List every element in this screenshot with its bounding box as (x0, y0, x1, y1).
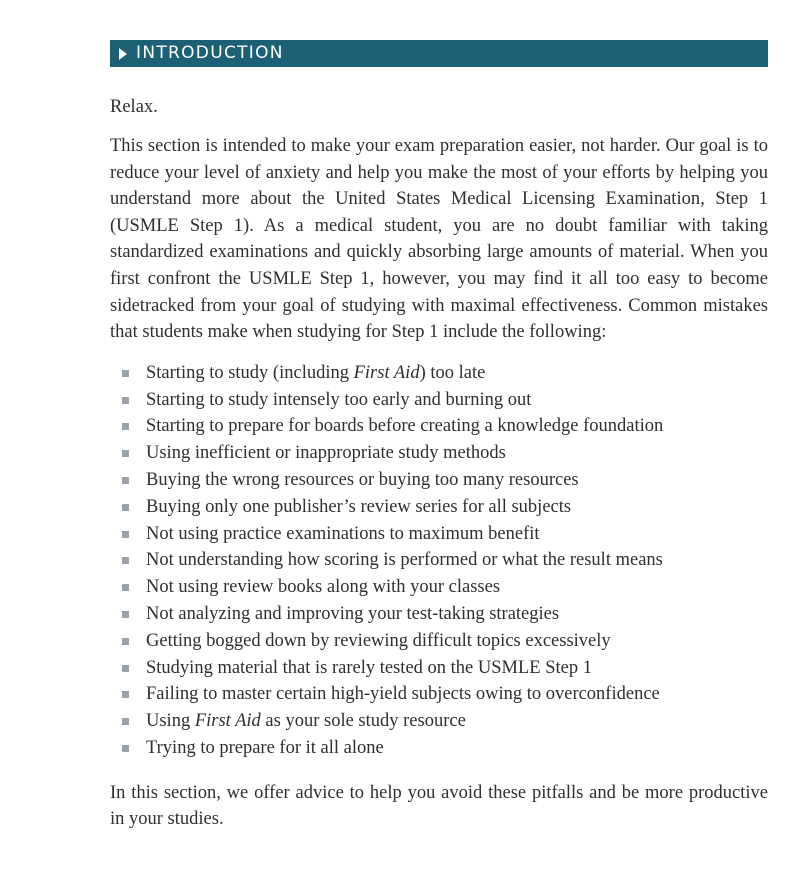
square-bullet-icon (122, 504, 129, 511)
square-bullet-icon (122, 665, 129, 672)
list-item (110, 360, 768, 387)
page (110, 40, 768, 833)
list-item (110, 440, 768, 467)
relax-text: Relax. (110, 97, 158, 117)
list-item (110, 735, 768, 762)
list-item-text: Trying to prepare for it all alone (146, 737, 384, 758)
list-item-text: Starting to prepare for boards before creating a knowledge foundation (146, 416, 664, 437)
list-item-text: Using inefficient or inappropriate study methods (146, 443, 506, 464)
list-item (110, 601, 768, 628)
square-bullet-icon (122, 557, 129, 564)
square-bullet-icon (122, 397, 129, 404)
list-item (110, 628, 768, 655)
list-item-text: Not analyzing and improving your test-taking strategies (146, 603, 560, 624)
list-item-text: Using (146, 711, 195, 732)
list-item-text-after: as your sole study resource (260, 711, 466, 732)
list-item (110, 494, 768, 521)
square-bullet-icon (122, 611, 129, 618)
list-item-text: Getting bogged down by reviewing difficult topics excessively (146, 630, 611, 651)
list-item (110, 521, 768, 548)
square-bullet-icon (122, 745, 129, 752)
list-item-text-after: ) too late (419, 362, 486, 383)
list-item-text: Starting to study intensely too early and burning out (146, 389, 532, 410)
closing-paragraph: In this section, we offer advice to help you avoid these pitfalls and be more productive in your studies. (110, 782, 768, 830)
list-item-italic-text: First Aid (194, 711, 261, 732)
list-item (110, 655, 768, 682)
list-item-text: Not using review books along with your classes (146, 577, 501, 598)
square-bullet-icon (122, 638, 129, 645)
list-item (110, 547, 768, 574)
list-item-text: Buying only one publisher’s review series for all subjects (146, 496, 572, 517)
triangle-right-icon (119, 48, 127, 60)
list-item-text: Buying the wrong resources or buying too many resources (146, 469, 579, 490)
list-item-italic-text: First Aid (353, 362, 420, 383)
list-item (110, 708, 768, 735)
square-bullet-icon (122, 450, 129, 457)
square-bullet-icon (122, 477, 129, 484)
square-bullet-icon (122, 584, 129, 591)
section-header-bar (110, 40, 768, 67)
list-item (110, 387, 768, 414)
list-item (110, 681, 768, 708)
list-item-text: Starting to study (including (146, 362, 354, 383)
section-title: INTRODUCTION (136, 43, 284, 63)
list-item (110, 413, 768, 440)
square-bullet-icon (122, 423, 129, 430)
square-bullet-icon (122, 718, 129, 725)
square-bullet-icon (122, 691, 129, 698)
list-item-text: Not understanding how scoring is performed or what the result means (146, 550, 663, 571)
list-item-text: Failing to master certain high-yield subjects owing to overconfidence (146, 684, 660, 705)
intro-paragraph: This section is intended to make your exam preparation easier, not harder. Our goal is to reduce your level of anxiety and help you make the most of your efforts by helping you understand more about the United States Medical Licensing Examination, Step 1 (USMLE Step 1). As a medical student, you are no doubt familiar with taking standardized examinations and quickly absorbing large amounts of material. When you first confront the USMLE Step 1, however, you may find it all too easy to become sidetracked from your goal of studying with maximal effectiveness. Common mistakes that students make when studying for Step 1 include the following: (110, 136, 768, 343)
list-item-text: Not using practice examinations to maximum benefit (146, 523, 540, 544)
square-bullet-icon (122, 370, 129, 377)
list-item (110, 467, 768, 494)
list-item-text: Studying material that is rarely tested on the USMLE Step 1 (146, 657, 592, 678)
square-bullet-icon (122, 531, 129, 538)
mistakes-list (110, 360, 768, 762)
list-item (110, 574, 768, 601)
